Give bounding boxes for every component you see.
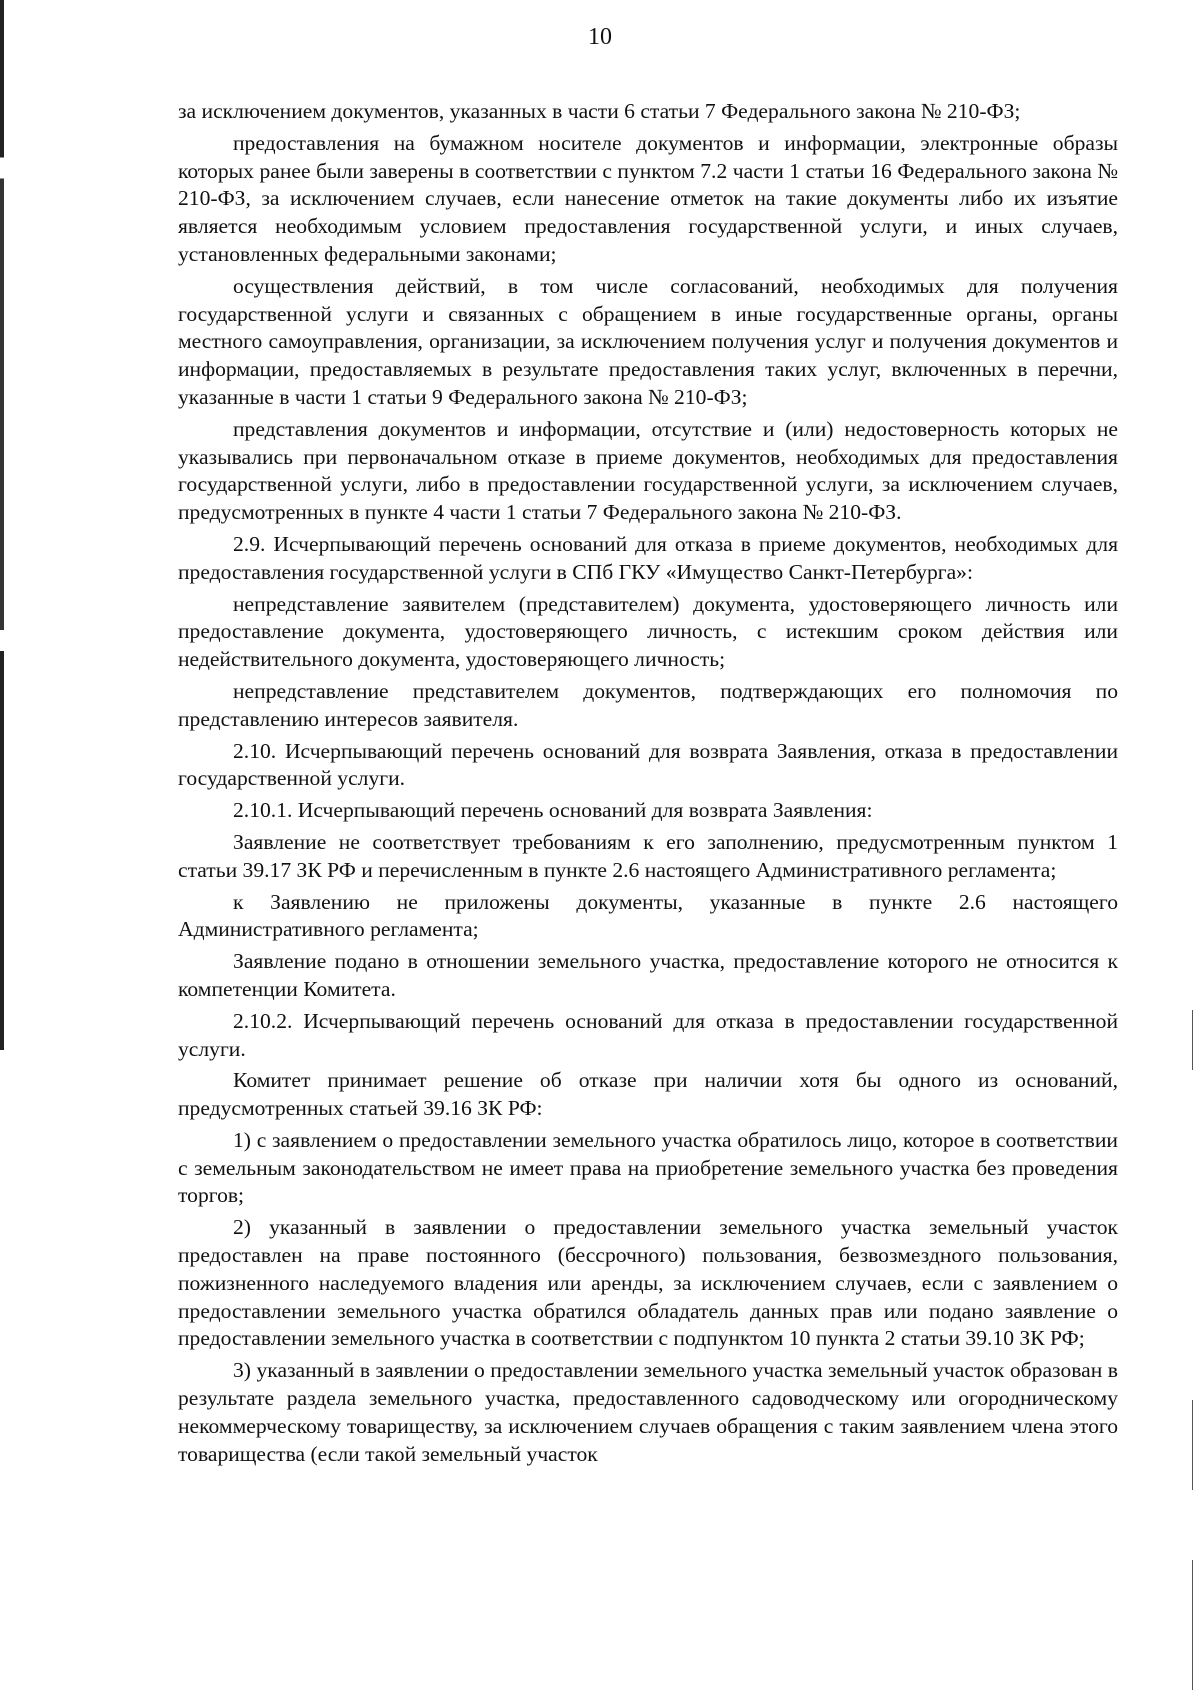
- paragraph: непредставление заявителем (представителем) документа, удостоверяющего личность или предоставление документа, удостоверяющего личность, с истекшим сроком действия или недействительного документа, удостоверяющего личность;: [178, 591, 1118, 672]
- scan-edge-artifact: [1192, 1560, 1193, 1690]
- document-body: [178, 98, 1118, 1472]
- list-item: 3) указанный в заявлении о предоставлении земельного участка земельный участок образован в результате раздела земельного участка, предоставленного садоводческому или огородническому некоммерческому товариществу, за исключением случаев обращения с таким заявлением члена этого товарищества (если такой земельный участок: [178, 1358, 1118, 1466]
- section-heading-2-10-2: 2.10.2. Исчерпывающий перечень оснований для отказа в предоставлении государственной услуги.: [178, 1008, 1118, 1061]
- section-heading-2-10-1: 2.10.1. Исчерпывающий перечень оснований для возврата Заявления:: [233, 798, 873, 823]
- paragraph: представления документов и информации, отсутствие и (или) недостоверность которых не указывались при первоначальном отказе в приеме документов, необходимых для предоставления государственной услуги, либо в предоставлении государственной услуги, за исключением случаев, предусмотренных в пункте 4 части 1 статьи 7 Федерального закона № 210-ФЗ.: [178, 416, 1118, 525]
- scan-edge-artifact: [0, 0, 4, 1050]
- list-item: 1) с заявлением о предоставлении земельного участка обратилось лицо, которое в соответствии с земельным законодательством не имеет права на приобретение земельного участка без проведения торгов;: [178, 1127, 1118, 1208]
- page-number: 10: [588, 24, 612, 50]
- paragraph: к Заявлению не приложены документы, указанные в пункте 2.6 настоящего Административного регламента;: [178, 889, 1118, 942]
- section-heading-2-9: 2.9. Исчерпывающий перечень оснований для отказа в приеме документов, необходимых для предоставления государственной услуги в СПб ГКУ «Имущество Санкт-Петербурга»:: [178, 531, 1118, 584]
- list-item: 2) указанный в заявлении о предоставлении земельного участка земельный участок предоставлен на праве постоянного (бессрочного) пользования, безвозмездного пользования, пожизненного наследуемого владения или аренды, за исключением случаев, если с заявлением о предоставлении земельного участка обратился обладатель данных прав или подано заявление о предоставлении земельного участка в соответствии с подпунктом 10 пункта 2 статьи 39.10 ЗК РФ;: [178, 1215, 1118, 1351]
- paragraph: осуществления действий, в том числе согласований, необходимых для получения государственной услуги и связанных с обращением в иные государственные органы, органы местного самоуправления, организации, за исключением получения услуг и получения документов и информации, предоставляемых в результате предоставления таких услуг, включенных в перечни, указанные в части 1 статьи 9 Федерального закона № 210-ФЗ;: [178, 273, 1118, 409]
- paragraph: непредставление представителем документов, подтверждающих его полномочия по представлению интересов заявителя.: [178, 678, 1118, 731]
- paragraph: за исключением документов, указанных в части 6 статьи 7 Федерального закона № 210-ФЗ;: [178, 99, 1021, 123]
- paragraph: Заявление подано в отношении земельного участка, предоставление которого не относится к компетенции Комитета.: [178, 949, 1118, 1001]
- paragraph: Комитет принимает решение об отказе при наличии хотя бы одного из оснований, предусмотренных статьей 39.16 ЗК РФ:: [178, 1068, 1118, 1121]
- scan-edge-artifact: [1192, 1010, 1193, 1070]
- paragraph: предоставления на бумажном носителе документов и информации, электронные образы которых ранее были заверены в соответствии с пунктом 7.2 части 1 статьи 16 Федерального закона № 210-ФЗ, за исключением случаев, если нанесение отметок на такие документы либо их изъятие является необходимым условием предоставления государственной услуги, и иных случаев, установленных федеральными законами;: [178, 130, 1118, 266]
- paragraph: Заявление не соответствует требованиям к его заполнению, предусмотренным пунктом 1 статьи 39.17 ЗК РФ и перечисленным в пункте 2.6 настоящего Административного регламента;: [178, 829, 1118, 882]
- scan-edge-artifact: [1192, 1400, 1193, 1490]
- section-heading-2-10: 2.10. Исчерпывающий перечень оснований для возврата Заявления, отказа в предоставлении государственной услуги.: [178, 738, 1118, 791]
